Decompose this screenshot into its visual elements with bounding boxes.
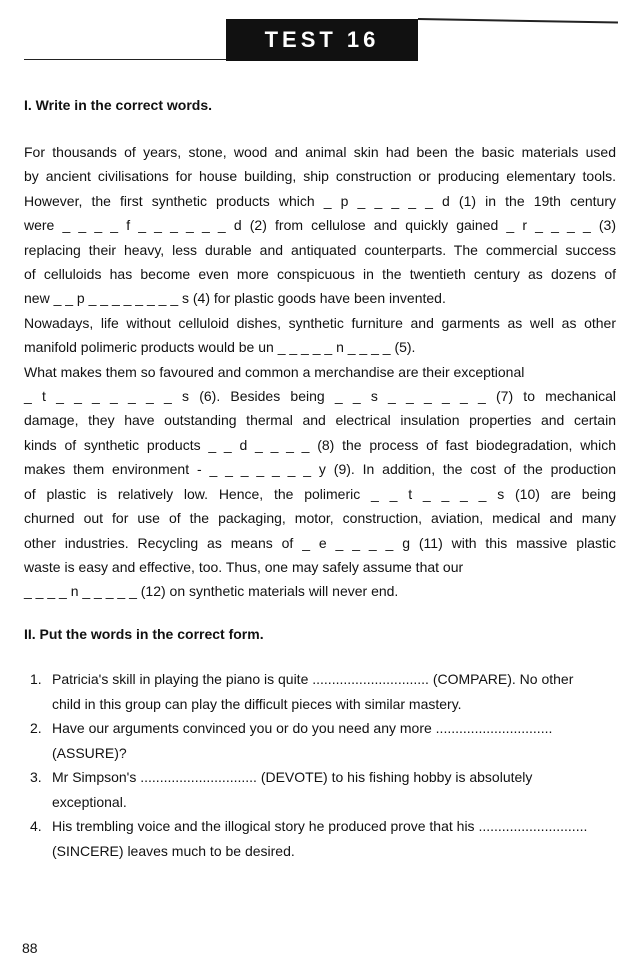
section1-heading: I. Write in the correct words. [24, 97, 213, 113]
section1-paragraph [24, 140, 616, 604]
para-line: What makes them so favoured and common a merchandise are their exceptional [24, 363, 525, 380]
item-text: Patricia's skill in playing the piano is quite .............................. (COMPARE). No other [52, 671, 574, 687]
list-item [24, 716, 616, 765]
item-text: Mr Simpson's .............................. (DEVOTE) to his fishing hobby is absolutely [52, 769, 533, 785]
para-line: For thousands of years, stone, wood and animal skin had been the basic materials used [24, 144, 616, 160]
para-line: by ancient civilisations for house building, ship construction or producing elementary tools. [24, 168, 616, 185]
list-item [24, 765, 616, 814]
header-rule-right [418, 18, 618, 23]
item-number: 4. [30, 818, 42, 834]
list-item [24, 667, 616, 716]
para-line: manifold polimeric products would be un _ _ _ _ _ n _ _ _ _ (5). [24, 339, 416, 356]
para-line: other industries. Recycling as means of _ e _ _ _ _ g (11) with this massive plastic [24, 534, 616, 551]
para-line: makes them environment - _ _ _ _ _ _ _ y (9). In addition, the cost of the production [24, 461, 616, 478]
item-text: His trembling voice and the illogical story he produced prove that his ............................ [52, 818, 588, 834]
para-line: churned out for use of the packaging, motor, construction, aviation, medical and many [24, 510, 616, 527]
test-title: TEST 16 [226, 19, 418, 61]
exercise-list [24, 667, 616, 863]
item-number: 3. [30, 769, 42, 785]
page-number: 88 [22, 940, 38, 956]
para-line: were _ _ _ _ f _ _ _ _ _ _ d (2) from cellulose and quickly gained _ r _ _ _ _ (3) [24, 217, 616, 234]
item-text: exceptional. [52, 793, 127, 810]
item-number: 1. [30, 671, 42, 687]
para-line: _ t _ _ _ _ _ _ _ s (6). Besides being _ _ s _ _ _ _ _ _ (7) to mechanical [24, 388, 616, 405]
para-line: of plastic is relatively low. Hence, the polimeric _ _ t _ _ _ _ s (10) are being [24, 485, 616, 502]
para-line: However, the first synthetic products which _ p _ _ _ _ _ d (1) in the 19th century [24, 192, 616, 209]
para-line: of celluloids has become even more conspicuous in the twentieth century as dozens of [24, 266, 616, 283]
section2-heading: II. Put the words in the correct form. [24, 626, 264, 642]
item-text: (SINCERE) leaves much to be desired. [52, 842, 295, 859]
header-rule-left [24, 59, 230, 60]
item-text: Have our arguments convinced you or do you need any more .............................. [52, 720, 553, 736]
para-line: damage, they have outstanding thermal and electrical insulation properties and certain [24, 412, 616, 429]
para-line: new _ _ p _ _ _ _ _ _ _ _ s (4) for plastic goods have been invented. [24, 290, 446, 307]
para-line: _ _ _ _ n _ _ _ _ _ (12) on synthetic materials will never end. [24, 583, 399, 600]
para-line: kinds of synthetic products _ _ d _ _ _ _ (8) the process of fast biodegradation, which [24, 436, 616, 453]
item-text: (ASSURE)? [52, 744, 127, 761]
para-line: Nowadays, life without celluloid dishes, synthetic furniture and garments as well as other [24, 314, 616, 331]
para-line: waste is easy and effective, too. Thus, one may safely assume that our [24, 558, 464, 575]
item-text: child in this group can play the difficult pieces with similar mastery. [52, 695, 462, 712]
list-item [24, 814, 616, 863]
item-number: 2. [30, 720, 42, 736]
para-line: replacing their heavy, less durable and antiquated counterparts. The commercial success [24, 241, 616, 258]
